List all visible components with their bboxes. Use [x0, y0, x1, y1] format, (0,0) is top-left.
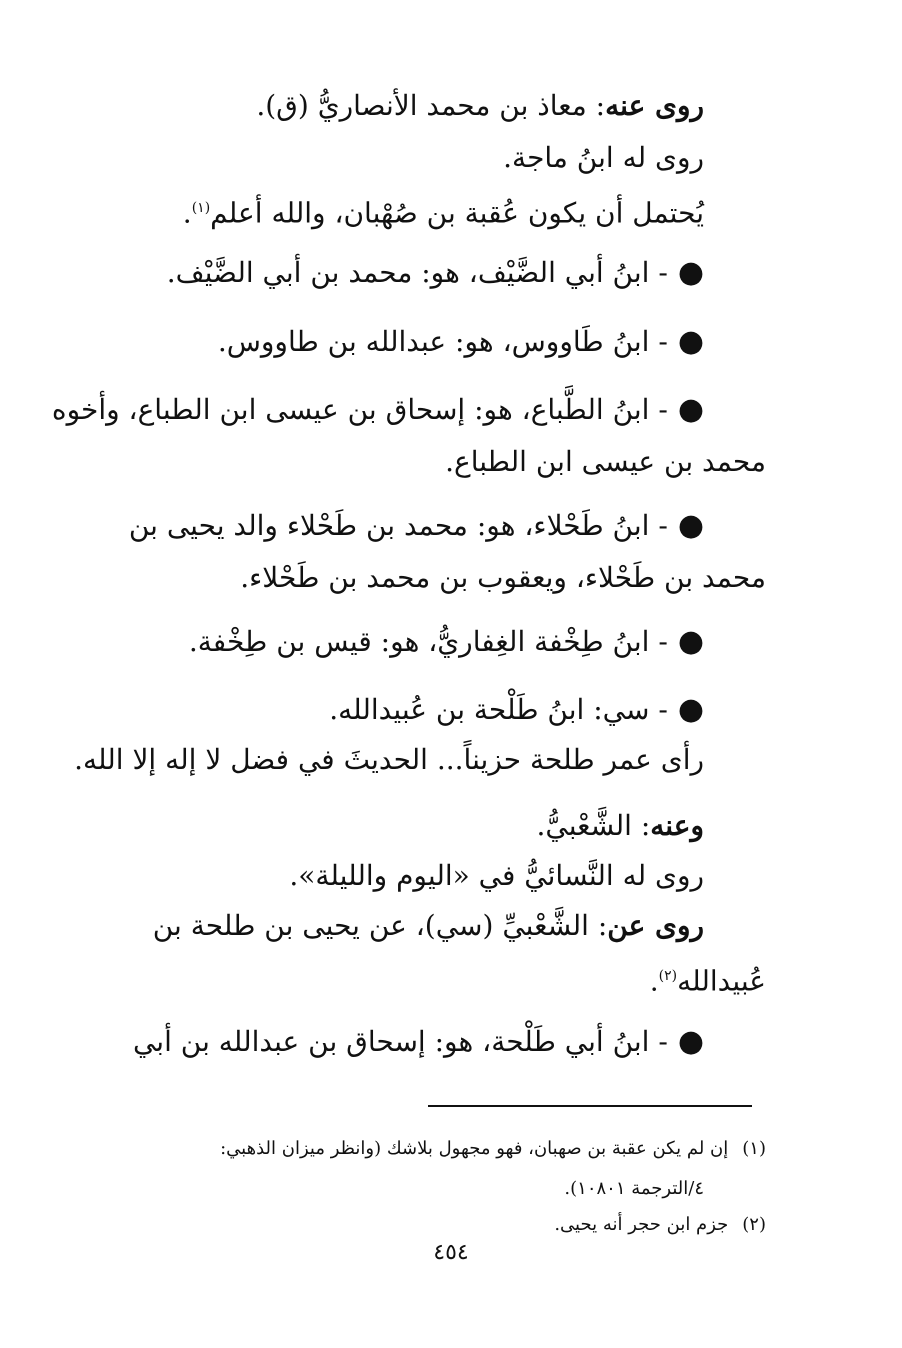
- entry-ibn-tikhfa: [189, 622, 704, 662]
- footnote-text: إن لم يكن عقبة بن صهبان، فهو مجهول بلاشك (وانظر ميزان الذهبي:: [220, 1138, 729, 1159]
- entry-text: - ابنُ الطَّباع، هو: إسحاق بن عيسى ابن الطباع، وأخوه: [51, 393, 668, 426]
- period: .: [182, 196, 192, 230]
- bullet-icon: ●: [677, 392, 704, 427]
- entry-text: - ابنُ طَاووس، هو: عبدالله بن طاووس.: [217, 325, 668, 358]
- entry-text: - ابنُ أبي طَلْحة، هو: إسحاق بن عبدالله بن أبي: [132, 1025, 668, 1058]
- narrated-from-text-2: : الشَّعْبيِّ (سي)، عن يحيى بن طلحة بن: [152, 909, 608, 942]
- footnote-text: ٤/الترجمة ١٠٨٠١).: [564, 1178, 704, 1199]
- page-number: ٤٥٤: [433, 1240, 469, 1265]
- from-him-text: : الشَّعْبيُّ.: [536, 809, 651, 842]
- narrated-from-line-2-cont: [650, 956, 766, 1001]
- bullet-icon: ●: [677, 624, 704, 659]
- footnote-1: [220, 1136, 766, 1162]
- bullet-icon: ●: [677, 508, 704, 543]
- footnote-text: جزم ابن حجر أنه يحيى.: [554, 1214, 729, 1235]
- period: .: [649, 964, 659, 998]
- entry-text: - ابنُ طَحْلاء، هو: محمد بن طَحْلاء والد يحيى بن: [128, 509, 668, 542]
- narrated-from-line: [256, 86, 704, 126]
- footnote-divider: [428, 1105, 752, 1107]
- footnote-number: (٢): [742, 1214, 766, 1235]
- entry-ibn-al-tabba-line2: محمد بن عيسى ابن الطباع.: [445, 445, 766, 478]
- bullet-icon: ●: [677, 324, 704, 359]
- footnote-2: [554, 1212, 766, 1238]
- narrated-from-text: : معاذ بن محمد الأنصاريُّ (ق).: [256, 89, 606, 122]
- entry-ibn-abi-talha: [133, 1022, 704, 1062]
- entry-text: - سي: ابنُ طَلْحة بن عُبيدالله.: [329, 693, 668, 726]
- hadith-line: رأى عمر طلحة حزيناً... الحديثَ في فضل لا إله إلا الله.: [74, 743, 704, 776]
- label-from-him: وعنه: [650, 809, 704, 842]
- name-text: عُبيدالله: [677, 964, 766, 998]
- probability-text: يُحتمل أن يكون عُقبة بن صُهْبان، والله أعلم: [210, 196, 704, 230]
- label-narrated-from: روى عنه: [605, 89, 704, 122]
- label-narrated-from-2: روى عن: [607, 909, 704, 942]
- bullet-icon: ●: [677, 255, 704, 290]
- entry-ibn-talha: [329, 690, 704, 730]
- narrated-from-line-2: [153, 906, 704, 946]
- entry-ibn-al-tabba-line1: [52, 390, 704, 430]
- bullet-icon: ●: [677, 1024, 704, 1059]
- footnote-1-cont: [564, 1176, 704, 1202]
- from-him-line: [536, 806, 704, 846]
- bullet-icon: ●: [677, 692, 704, 727]
- footnote-number: (١): [742, 1138, 766, 1159]
- nasai-line: روى له النَّسائيُّ في «اليوم والليلة».: [289, 859, 704, 892]
- entry-text: - ابنُ أبي الضَّيْف، هو: محمد بن أبي الضَّيْف.: [166, 256, 668, 289]
- entry-ibn-tawus: [218, 322, 704, 362]
- entry-ibn-tahla-line2: محمد بن طَحْلاء، ويعقوب بن محمد بن طَحْلاء.: [240, 561, 766, 594]
- footnote-ref-1[interactable]: (١): [191, 200, 211, 216]
- entry-ibn-tahla-line1: [129, 506, 704, 546]
- entry-text: - ابنُ طِخْفة الغِفاريُّ، هو: قيس بن طِخْفة.: [188, 625, 668, 658]
- entry-ibn-abi-dayf: [167, 253, 704, 293]
- footnote-ref-2[interactable]: (٢): [658, 968, 678, 984]
- probability-line: [183, 188, 704, 233]
- narrated-by-line: روى له ابنُ ماجة.: [503, 141, 704, 174]
